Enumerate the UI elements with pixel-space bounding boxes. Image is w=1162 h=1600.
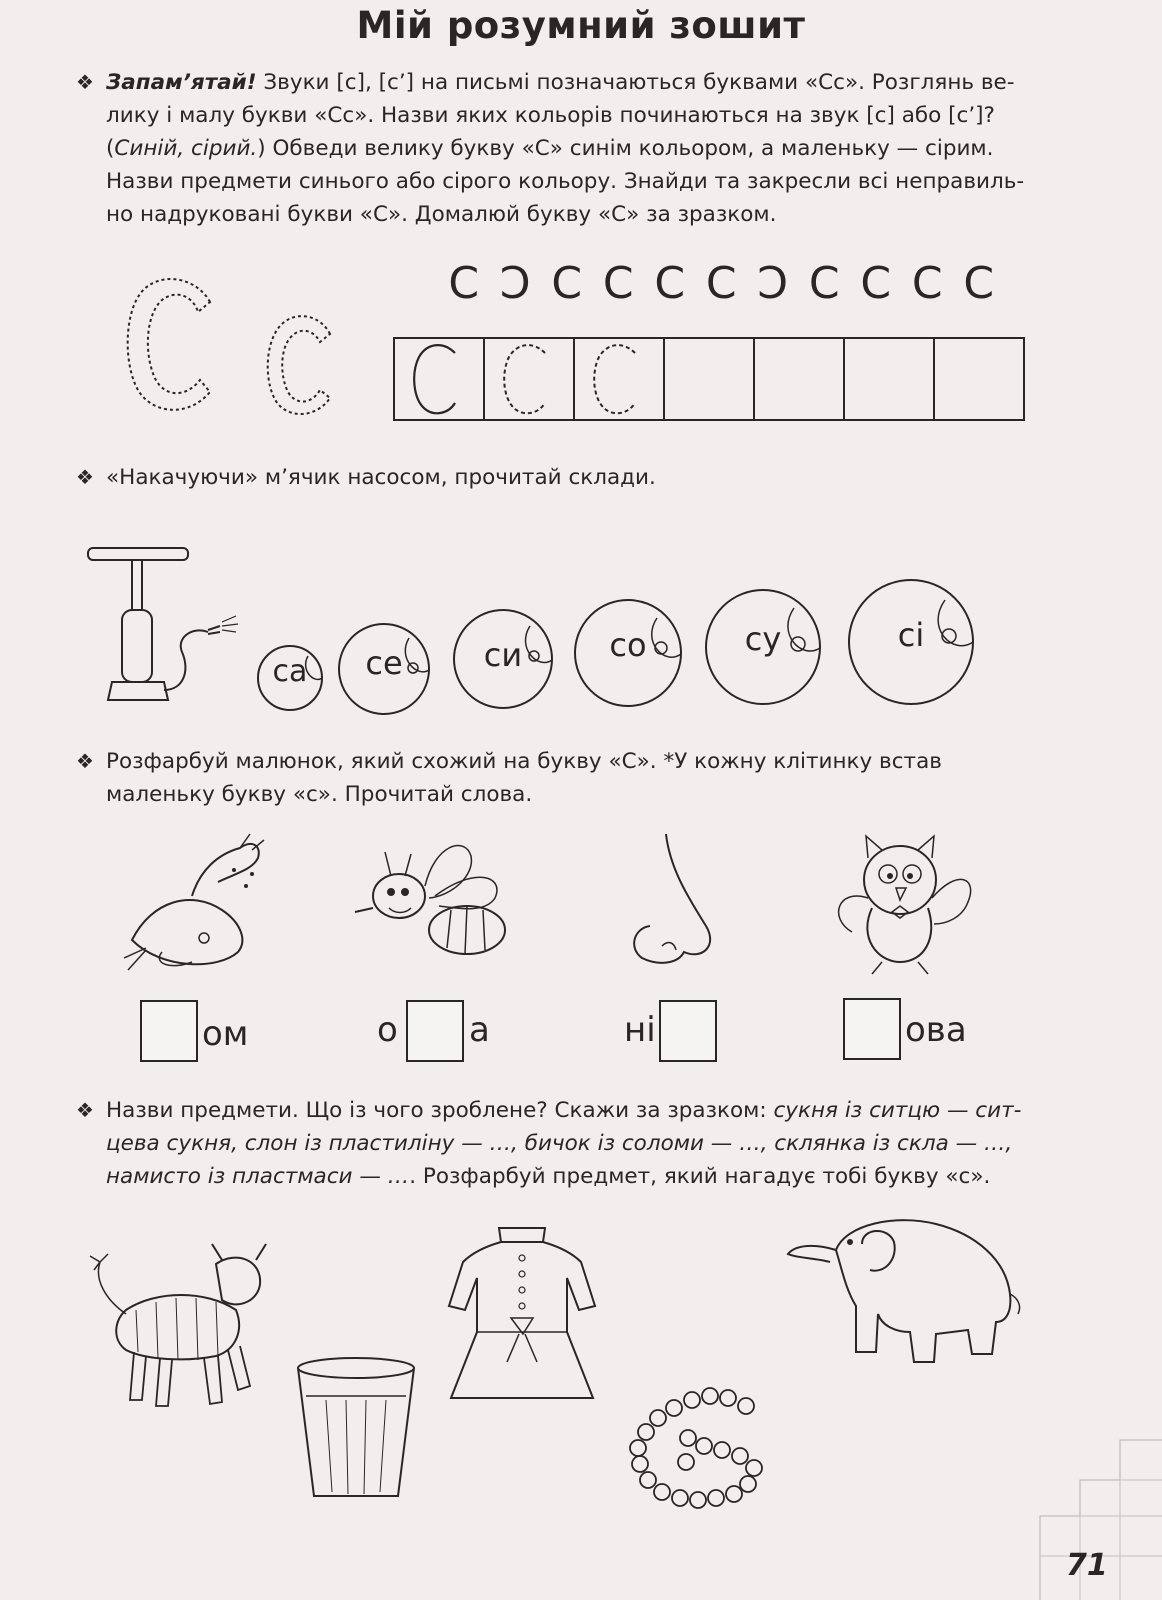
bullet-icon: ❖ xyxy=(76,465,94,489)
bead-necklace-icon xyxy=(628,1388,778,1518)
syllable: су xyxy=(744,620,782,658)
elephant-icon xyxy=(786,1214,1026,1378)
task4-line1b: сукня із ситцю — сит- xyxy=(773,1098,1022,1123)
ball-so[interactable] xyxy=(573,598,683,708)
word-part: ова xyxy=(905,1010,967,1050)
owl-icon xyxy=(828,828,988,978)
bullet-icon: ❖ xyxy=(76,70,94,94)
syllable: сі xyxy=(897,616,925,654)
ball-sy[interactable] xyxy=(452,608,554,710)
ball-se[interactable] xyxy=(337,622,431,716)
task4-line3a: намисто із пластмаси — … xyxy=(106,1164,410,1189)
dress-icon xyxy=(447,1222,597,1408)
task1-line5: но надруковані букви «С». Домалюй букву «С» за зразком. xyxy=(106,202,777,227)
task1-line3c: ) Обведи велику букву «С» синім кольором, а маленьку — сірим. xyxy=(257,136,994,161)
dotted-capital-c-icon xyxy=(118,272,228,422)
task1-lead: Запам’ятай! xyxy=(106,70,257,95)
letter[interactable]: С xyxy=(448,258,480,309)
letter-cell[interactable] xyxy=(659,1000,717,1062)
task4-line3b: . Розфарбуй предмет, який нагадує тобі букву «с». xyxy=(409,1164,991,1189)
syllable: си xyxy=(483,636,523,674)
syllable: се xyxy=(365,644,403,682)
dotted-small-c-icon xyxy=(262,312,342,422)
task2-text xyxy=(76,461,1036,494)
letter[interactable]: С xyxy=(860,258,892,309)
task3-text xyxy=(76,745,1036,811)
page-number: 71 xyxy=(1066,1548,1108,1583)
task3-line1: Розфарбуй малюнок, який схожий на букву «С». *У кожну клітинку встав xyxy=(106,749,942,774)
task4-text xyxy=(76,1094,1036,1193)
glass-icon xyxy=(296,1356,416,1506)
letter[interactable]: Ɔ xyxy=(499,258,531,309)
wasp-icon xyxy=(355,836,515,966)
bullet-icon: ❖ xyxy=(76,1098,94,1122)
task1-line3b: Синій, сірий. xyxy=(114,136,258,161)
task4-line1a: Назви предмети. Що із чого зроблене? Скажи за зразком: xyxy=(106,1098,774,1123)
letter[interactable]: С xyxy=(705,258,737,309)
catfish-icon xyxy=(122,830,272,980)
task1-line1: Звуки [с], [с’] на письмі позначаються буквами «Сс». Розглянь ве- xyxy=(263,70,1015,95)
letter[interactable]: С xyxy=(808,258,840,309)
letter[interactable]: С xyxy=(963,258,995,309)
letter[interactable]: С xyxy=(911,258,943,309)
letter-cell[interactable] xyxy=(140,1000,198,1062)
ball-si[interactable] xyxy=(847,578,975,706)
ball-sa[interactable] xyxy=(256,644,324,712)
syllable: со xyxy=(609,626,647,664)
task1-text xyxy=(76,66,1036,231)
word-part: о xyxy=(377,1010,398,1050)
pump-icon xyxy=(84,540,244,705)
letter-cell[interactable] xyxy=(406,1000,464,1062)
letter[interactable]: С xyxy=(654,258,686,309)
task1-line4: Назви предмети синього або сірого кольору. Знайди та закресли всі неправиль- xyxy=(106,169,1025,194)
task3-line2: маленьку букву «с». Прочитай слова. xyxy=(106,782,533,807)
letter-cell[interactable] xyxy=(843,998,901,1060)
bullet-icon: ❖ xyxy=(76,749,94,773)
ball-su[interactable] xyxy=(704,588,822,706)
writing-cells[interactable] xyxy=(393,337,1025,421)
letter[interactable]: С xyxy=(551,258,583,309)
word-part: а xyxy=(469,1010,490,1050)
letter-row xyxy=(438,258,1005,309)
task2-line: «Накачуючи» м’ячик насосом, прочитай склади. xyxy=(106,465,656,490)
letter[interactable]: С xyxy=(602,258,634,309)
word-part: ні xyxy=(624,1010,656,1050)
task1-line3a: ( xyxy=(106,136,115,161)
straw-bull-icon xyxy=(86,1240,276,1420)
letter[interactable]: Ɔ xyxy=(757,258,789,309)
nose-icon xyxy=(628,830,718,970)
word-part: ом xyxy=(202,1014,249,1054)
task1-line2: лику і малу букви «Сс». Назви яких кольорів починаються на звук [с] або [с’]? xyxy=(106,103,995,128)
page-title: Мій розумний зошит xyxy=(356,4,806,47)
task4-line2: цева сукня, слон із пластиліну — …, бичок із соломи — …, склянка із скла — …, xyxy=(106,1131,1013,1156)
syllable: са xyxy=(272,654,308,689)
